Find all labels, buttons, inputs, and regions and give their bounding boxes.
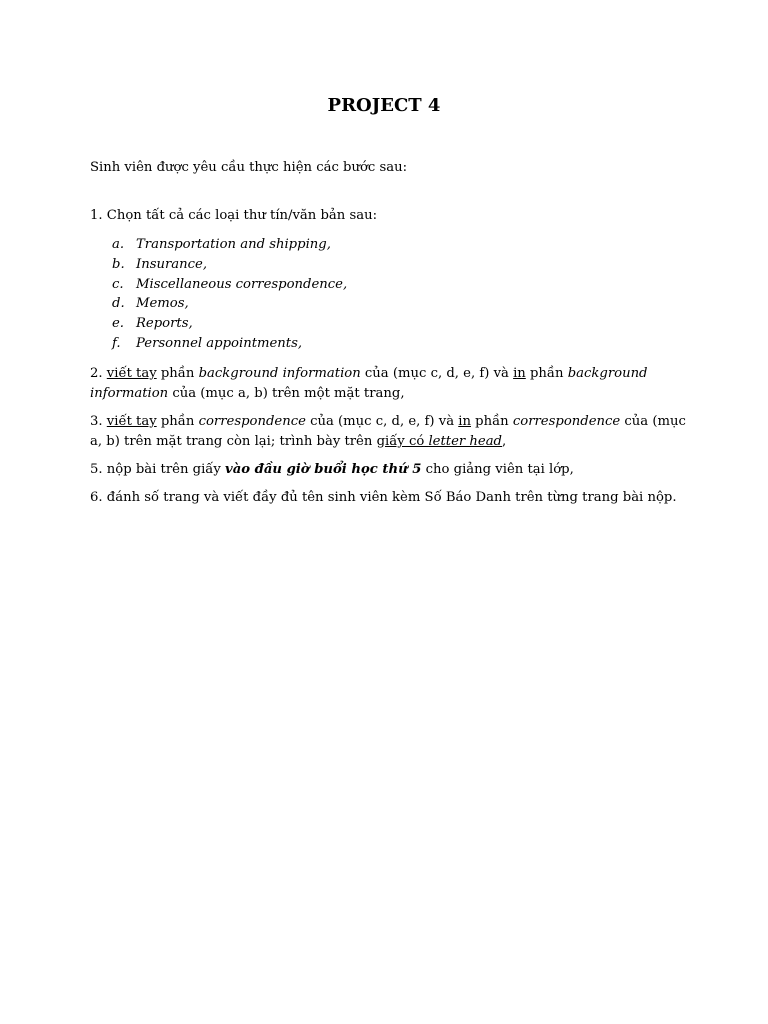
- text-run: phần: [525, 365, 568, 381]
- list-item-text: Memos,: [136, 296, 189, 312]
- list-item: [90, 334, 690, 354]
- page-title: PROJECT 4: [327, 95, 441, 116]
- step-2-text: [90, 364, 690, 404]
- italic-term: correspondence: [198, 413, 306, 429]
- paper-term: giấy có: [376, 433, 429, 449]
- text-run: phần: [470, 413, 513, 429]
- text-run: 5. nộp bài trên giấy: [90, 461, 226, 477]
- step-1-text: 1. Chọn tất cả các loại thư tín/văn bản sau:: [90, 208, 378, 223]
- text-run: ,: [502, 433, 507, 449]
- print-term: in: [513, 365, 526, 381]
- list-item: [90, 314, 690, 334]
- text-run: của (mục a, b) trên một mặt trang,: [168, 385, 405, 401]
- list-marker: c.: [112, 276, 124, 292]
- list-marker: d.: [112, 296, 125, 312]
- list-marker: a.: [112, 237, 125, 252]
- text-run: cho giảng viên tại lớp,: [421, 461, 574, 477]
- list-item: [90, 294, 690, 314]
- document-type-list: [90, 235, 690, 354]
- list-item-text: Miscellaneous correspondence,: [136, 276, 348, 292]
- italic-term: background information: [198, 365, 361, 381]
- text-run: của (mục c, d, e, f) và: [305, 413, 459, 429]
- list-item-text: Reports,: [136, 316, 193, 332]
- list-item: [90, 275, 690, 295]
- letterhead-term: letter head: [428, 433, 502, 449]
- list-marker: f.: [112, 335, 121, 351]
- deadline-emphasis: vào đầu giờ buổi học thứ 5: [225, 461, 422, 477]
- list-item-text: Transportation and shipping,: [136, 237, 331, 252]
- handwrite-term: viết tay: [106, 365, 157, 381]
- step-3-text: [90, 412, 690, 452]
- document-body: [90, 158, 690, 508]
- step-number: 2.: [90, 365, 107, 381]
- list-marker: b.: [112, 256, 125, 272]
- text-run: của (mục c, d, e, f) và: [360, 365, 514, 381]
- list-item: [90, 255, 690, 275]
- step-6-text: 6. đánh số trang và viết đầy đủ tên sinh viên kèm Số Báo Danh trên từng trang bài nộp.: [90, 489, 677, 505]
- italic-term: background information: [90, 365, 648, 401]
- handwrite-term: viết tay: [106, 413, 157, 429]
- step-5-text: [90, 460, 690, 480]
- print-term: in: [458, 413, 471, 429]
- list-item-text: Insurance,: [136, 256, 208, 272]
- text-run: phần: [156, 413, 199, 429]
- step-number: 3.: [90, 413, 107, 429]
- text-run: phần: [156, 365, 199, 381]
- list-marker: e.: [112, 316, 124, 332]
- text-run: của (mục a, b) trên mặt trang còn lại; trình bày trên: [90, 413, 686, 449]
- list-item: [90, 235, 690, 255]
- intro-text: Sinh viên được yêu cầu thực hiện các bước sau:: [90, 160, 408, 175]
- list-item-text: Personnel appointments,: [136, 335, 303, 351]
- italic-term: correspondence: [512, 413, 621, 429]
